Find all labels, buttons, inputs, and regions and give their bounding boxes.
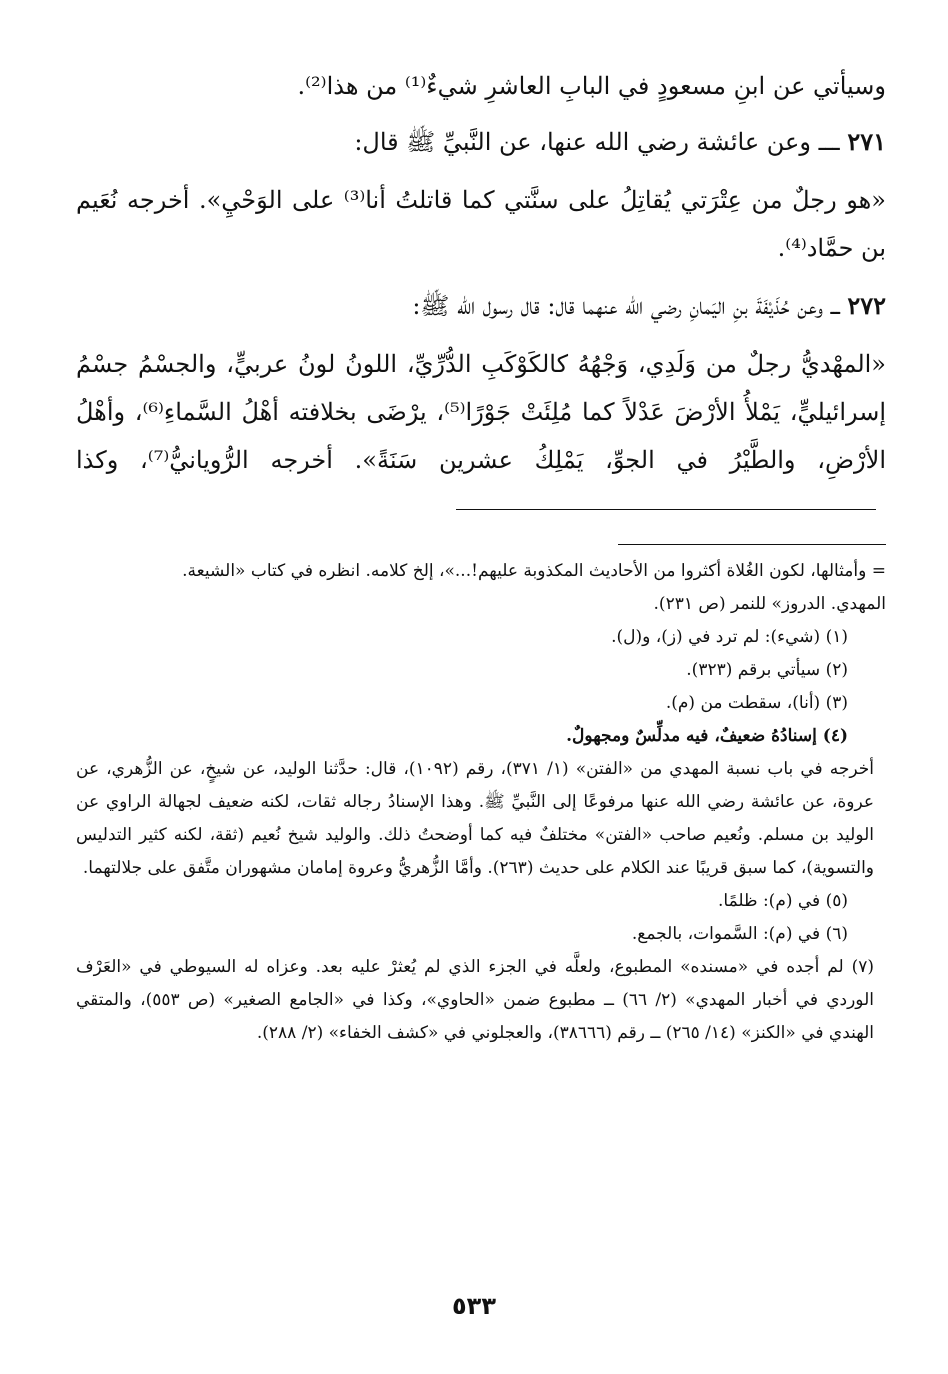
footnote-continuation-line-1: = وأمثالها، لكون الغُلاة أكثروا من الأحاديث المكذوبة عليهم!...»، إلخ كلامه. انظره في كتاب «الشيعة. [182,561,886,581]
footnote-2: (٢) سيأتي برقم (٣٢٣). [686,660,848,680]
page-number: ٥٣٣ [452,1292,496,1320]
footnote-5: (٥) في (م): ظلمًا. [717,891,848,911]
paragraph-end-rule [456,509,876,510]
footnote-1: (١) (شيء): لم ترد في (ز)، و(ل). [611,627,848,647]
footnote-4: (٤) إسنادُهُ ضعيفٌ، فيه مدلِّسٌ ومجهولٌ. [566,726,848,746]
footnote-separator [618,544,886,545]
footnote-3: (٣) (أنا)، سقطت من (م). [665,693,848,713]
main-text [76,62,886,532]
footnote-continuation-line-2: المهدي. الدروز» للنمر (ص ٢٣١). [653,594,886,614]
hadith-271-intro [76,118,886,166]
footnotes [76,555,886,1050]
footnote-6: (٦) في (م): السَّموات، بالجمع. [631,924,848,944]
paragraph-intro: وسيأتي عن ابنِ مسعودٍ في البابِ العاشرِ شيءٌ⁽¹⁾ من هذا⁽²⁾. [297,72,886,100]
page-content [76,62,886,1050]
hadith-271-isnad: ـــ وعن عائشة رضي الله عنها، عن النَّبيِّ ﷺ قال: [354,128,840,156]
hadith-271-text: «هو رجلٌ من عِتْرَتي يُقاتِلُ على سنَّتي كما قاتلتُ أنا⁽³⁾ على الوَحْيِ». أخرجه نُعَيم بن حمَّاد⁽⁴⁾. [76,186,886,262]
hadith-272-intro [76,282,886,330]
footnote-7: (٧) لم أجده في «مسنده» المطبوع، ولعلَّه في الجزء الذي لم يُعثرْ عليه بعد. وعزاه له السيوطي في «العَرْف الوردي في أخبار المهدي» (٢/ ٦٦) ــ مطبوع ضمن «الحاوي»، وكذا في «الجامع الصغير» (ص ٥٥٣)، والمتقي الهندي في «الكنز» (١٤/ ٢٦٥) ــ رقم (٣٨٦٦٦)، والعجلوني في «كشف الخفاء» (٢/ ٢٨٨). [76,957,874,1043]
hadith-number-272: ٢٧٢ [847,291,886,320]
hadith-272-isnad: ـــ وعن حُذَيْفَةَ بنِ اليَمانِ رضي الله عنهما قال: قال رسول الله ﷺ: [412,292,840,320]
footnote-4-body: أخرجه في باب نسبة المهدي من «الفتن» (١/ ٣٧١)، رقم (١٠٩٢)، قال: حدَّثنا الوليد، عن شيخٍ، عن الزُّهري، عن عروة، عن عائشة رضي الله عنها مرفوعًا إلى النَّبيِّ ﷺ. وهذا الإسنادُ رجاله ثقات، لكنه ضعيف لجهالة الراوي عن الوليد بن مسلم. ونُعيم صاحب «الفتن» مختلفٌ فيه كما أوضحتُ ذلك. والوليد شيخ نُعيم (ثقة، لكنه كثير التدليس والتسوية)، كما سبق قريبًا عند الكلام على حديث (٢٦٣). وأمَّا الزُّهريُّ وعروة إمامان مشهوران متَّفق على جلالتهما. [76,759,874,878]
hadith-272-matn: «المهْديُّ رجلٌ من وَلَدِي، وَجْهُهُ كالكَوْكَبِ الدُّرِّيِّ، اللونُ لونُ عربيٍّ، والجسْمُ جسْمُ إسرائيليٍّ، يَمْلأُ الأرْضَ عَدْلاً كما مُلِئَتْ جَوْرًا⁽⁵⁾، يرْضَى بخلافته أهْلُ السَّماءِ⁽⁶⁾، وأهْلُ الأرْضِ، والطَّيْرُ في الجوِّ، يَمْلِكُ عشرين سَنَةً». أخرجه الرُّويانيُّ⁽⁷⁾، وكذا [76,350,887,474]
hadith-number-271: ٢٧١ [847,127,886,156]
hadith-272-text [76,340,886,532]
